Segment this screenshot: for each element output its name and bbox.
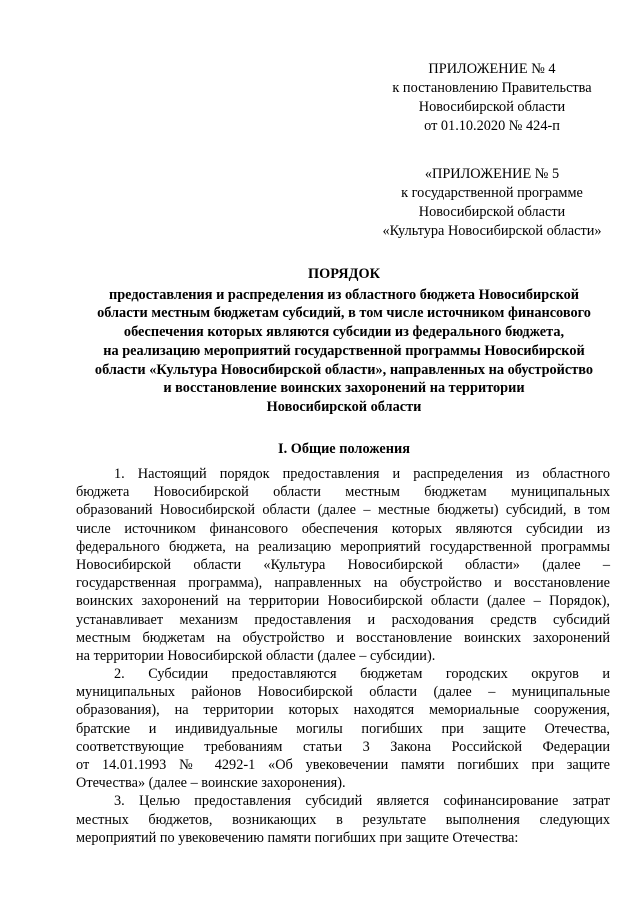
body-line: числе источником финансового обеспечения которых являются субсидии из — [76, 520, 610, 537]
body-line: федерального бюджета, на реализацию мероприятий государственной программы — [76, 538, 610, 555]
appendix-5-line-2: Новосибирской области — [418, 204, 566, 220]
body-line: устанавливает механизм предоставления и расходования средств субсидий — [76, 611, 610, 628]
body-line: на территории Новосибирской области (далее – субсидии). — [76, 647, 436, 664]
appendix-5-line-1: к государственной программе — [401, 185, 583, 201]
body-line: муниципальных районов Новосибирской области (далее – муниципальные — [76, 684, 610, 701]
appendix-5-line-3: «Культура Новосибирской области» — [382, 223, 602, 239]
body-line: образования), на территории которых находятся мемориальные сооружения, — [76, 702, 610, 719]
title-line: предоставления и распределения из областного бюджета Новосибирской — [108, 286, 580, 303]
title-line: обеспечения которых являются субсидии из федерального бюджета, — [123, 324, 565, 341]
body-line: 1. Настоящий порядок предоставления и распределения из областного — [114, 466, 610, 482]
appendix-5-header — [362, 165, 622, 241]
body-line: от 14.01.1993 № 4292-1 «Об увековечении памяти погибших при защите — [76, 757, 610, 773]
body-line: бюджета Новосибирской области местным бюджетам муниципальных — [76, 484, 610, 501]
body-line: 3. Целью предоставления субсидий является софинансирование затрат — [114, 793, 610, 810]
appendix-4-line-1: к постановлению Правительства — [392, 80, 592, 96]
title-line: и восстановление воинских захоронений на территории — [163, 380, 525, 397]
body-line: образований Новосибирской области (далее – местные бюджеты) субсидий, в том — [76, 502, 610, 519]
body-line: мероприятий по увековечению памяти погибших при защите Отечества: — [76, 829, 519, 846]
body-line: Отечества» (далее – воинские захоронения). — [76, 775, 346, 792]
body-text — [76, 465, 610, 847]
appendix-4-title: ПРИЛОЖЕНИЕ № 4 — [428, 61, 556, 77]
body-line: Новосибирской области «Культура Новосибирской области» (далее – — [76, 556, 610, 573]
body-line: братские и индивидуальные могилы погибших при защите Отечества, — [76, 720, 610, 737]
appendix-4-line-2: Новосибирской области — [418, 99, 566, 115]
document-title — [70, 265, 618, 417]
title-line: области «Культура Новосибирской области», направленных на обустройство — [94, 361, 594, 378]
body-line: государственная программа), направленных на обустройство и восстановление — [76, 575, 610, 592]
title-line: области местным бюджетам субсидий, в том числе источником финансового — [97, 305, 591, 322]
body-line: местных бюджетов, возникающих в результате выполнения следующих — [76, 811, 610, 828]
title-heading: ПОРЯДОК — [308, 266, 380, 282]
title-line: Новосибирской области — [266, 398, 422, 415]
appendix-4-line-3: от 01.10.2020 № 424-п — [424, 118, 560, 134]
body-line: местным бюджетам на обустройство и восстановление воинских захоронений — [76, 629, 610, 646]
body-line: 2. Субсидии предоставляются бюджетам городских округов и — [114, 666, 610, 683]
appendix-4-header — [362, 60, 622, 136]
title-line: на реализацию мероприятий государственной программы Новосибирской — [103, 342, 585, 359]
body-line: соответствующие требованиям статьи 3 Закона Российской Федерации — [76, 738, 610, 755]
appendix-5-title: «ПРИЛОЖЕНИЕ № 5 — [424, 166, 560, 182]
body-line: воинских захоронений на территории Новосибирской области (далее – Порядок), — [76, 593, 610, 610]
section-heading: I. Общие положения — [278, 441, 410, 457]
